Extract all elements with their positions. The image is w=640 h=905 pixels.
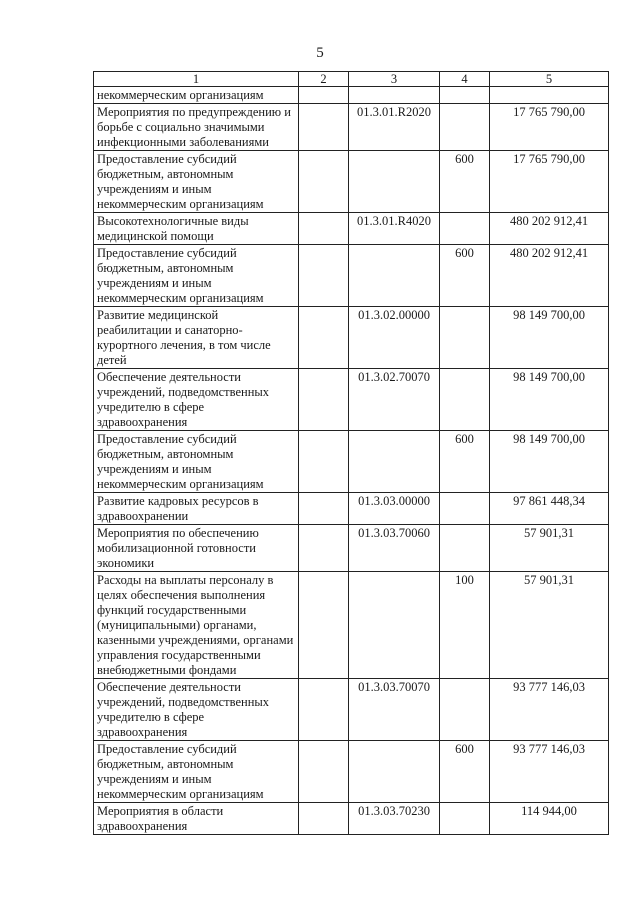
row-column-2-cell — [299, 803, 349, 835]
row-amount-cell: 114 944,00 — [490, 803, 609, 835]
table-row — [94, 741, 609, 803]
column-header-1: 1 — [94, 72, 299, 87]
row-name-cell: Обеспечение деятельности учреждений, подведомственных учредителю в сфере здравоохранения — [94, 369, 299, 431]
row-column-2-cell — [299, 741, 349, 803]
row-column-2-cell — [299, 431, 349, 493]
row-name-cell: Обеспечение деятельности учреждений, подведомственных учредителю в сфере здравоохранения — [94, 679, 299, 741]
row-target-code-cell — [349, 87, 440, 104]
row-expense-type-cell — [440, 525, 490, 572]
row-amount-cell: 98 149 700,00 — [490, 369, 609, 431]
row-target-code-cell: 01.3.01.R4020 — [349, 213, 440, 245]
row-target-code-cell — [349, 245, 440, 307]
row-column-2-cell — [299, 307, 349, 369]
row-expense-type-cell — [440, 679, 490, 741]
row-name-cell: Высокотехнологичные виды медицинской помощи — [94, 213, 299, 245]
row-name-cell: Мероприятия по обеспечению мобилизационной готовности экономики — [94, 525, 299, 572]
table-row — [94, 431, 609, 493]
row-amount-cell — [490, 87, 609, 104]
column-header-2: 2 — [299, 72, 349, 87]
row-expense-type-cell — [440, 369, 490, 431]
row-name-cell: Расходы на выплаты персоналу в целях обеспечения выполнения функций государственными (муниципальными) органами, казенными учреждениями, органами управления государственными внебюджетными фондами — [94, 572, 299, 679]
column-header-3: 3 — [349, 72, 440, 87]
row-amount-cell: 17 765 790,00 — [490, 151, 609, 213]
row-amount-cell: 98 149 700,00 — [490, 307, 609, 369]
row-column-2-cell — [299, 87, 349, 104]
row-column-2-cell — [299, 679, 349, 741]
row-expense-type-cell — [440, 307, 490, 369]
table-row — [94, 213, 609, 245]
row-target-code-cell — [349, 151, 440, 213]
row-column-2-cell — [299, 213, 349, 245]
row-name-cell: Мероприятия по предупреждению и борьбе с социально значимыми инфекционными заболеваниями — [94, 104, 299, 151]
table-row — [94, 307, 609, 369]
row-name-cell: Предоставление субсидий бюджетным, автономным учреждениям и иным некоммерческим организациям — [94, 431, 299, 493]
row-target-code-cell: 01.3.03.00000 — [349, 493, 440, 525]
table-row — [94, 803, 609, 835]
row-expense-type-cell — [440, 87, 490, 104]
row-target-code-cell: 01.3.03.70060 — [349, 525, 440, 572]
row-amount-cell: 93 777 146,03 — [490, 741, 609, 803]
column-header-4: 4 — [440, 72, 490, 87]
row-column-2-cell — [299, 369, 349, 431]
row-name-cell: Предоставление субсидий бюджетным, автономным учреждениям и иным некоммерческим организациям — [94, 151, 299, 213]
row-target-code-cell: 01.3.01.R2020 — [349, 104, 440, 151]
row-column-2-cell — [299, 151, 349, 213]
table-header-row — [94, 72, 609, 87]
row-name-cell: некоммерческим организациям — [94, 87, 299, 104]
row-expense-type-cell: 600 — [440, 245, 490, 307]
row-target-code-cell: 01.3.02.00000 — [349, 307, 440, 369]
row-amount-cell: 93 777 146,03 — [490, 679, 609, 741]
row-name-cell: Мероприятия в области здравоохранения — [94, 803, 299, 835]
row-target-code-cell — [349, 741, 440, 803]
row-column-2-cell — [299, 525, 349, 572]
table-row — [94, 572, 609, 679]
row-expense-type-cell: 100 — [440, 572, 490, 679]
table-row — [94, 369, 609, 431]
row-column-2-cell — [299, 104, 349, 151]
row-amount-cell: 98 149 700,00 — [490, 431, 609, 493]
row-amount-cell: 57 901,31 — [490, 525, 609, 572]
table-row — [94, 525, 609, 572]
table-body — [94, 87, 609, 835]
row-expense-type-cell: 600 — [440, 431, 490, 493]
row-name-cell: Развитие кадровых ресурсов в здравоохранении — [94, 493, 299, 525]
column-header-5: 5 — [490, 72, 609, 87]
row-expense-type-cell: 600 — [440, 151, 490, 213]
row-expense-type-cell — [440, 493, 490, 525]
row-amount-cell: 480 202 912,41 — [490, 213, 609, 245]
row-target-code-cell: 01.3.03.70230 — [349, 803, 440, 835]
row-target-code-cell — [349, 572, 440, 679]
row-target-code-cell — [349, 431, 440, 493]
row-name-cell: Развитие медицинской реабилитации и санаторно-курортного лечения, в том числе детей — [94, 307, 299, 369]
row-expense-type-cell — [440, 803, 490, 835]
row-target-code-cell: 01.3.02.70070 — [349, 369, 440, 431]
row-expense-type-cell — [440, 213, 490, 245]
row-amount-cell: 480 202 912,41 — [490, 245, 609, 307]
row-name-cell: Предоставление субсидий бюджетным, автономным учреждениям и иным некоммерческим организациям — [94, 741, 299, 803]
table-row — [94, 245, 609, 307]
table-row — [94, 87, 609, 104]
page-number: 5 — [316, 45, 324, 61]
row-target-code-cell: 01.3.03.70070 — [349, 679, 440, 741]
table-row — [94, 151, 609, 213]
table-row — [94, 104, 609, 151]
row-name-cell: Предоставление субсидий бюджетным, автономным учреждениям и иным некоммерческим организациям — [94, 245, 299, 307]
row-column-2-cell — [299, 493, 349, 525]
row-amount-cell: 17 765 790,00 — [490, 104, 609, 151]
table-row — [94, 493, 609, 525]
row-column-2-cell — [299, 572, 349, 679]
row-expense-type-cell — [440, 104, 490, 151]
budget-table — [93, 71, 609, 835]
table-row — [94, 679, 609, 741]
row-column-2-cell — [299, 245, 349, 307]
row-amount-cell: 57 901,31 — [490, 572, 609, 679]
row-expense-type-cell: 600 — [440, 741, 490, 803]
row-amount-cell: 97 861 448,34 — [490, 493, 609, 525]
